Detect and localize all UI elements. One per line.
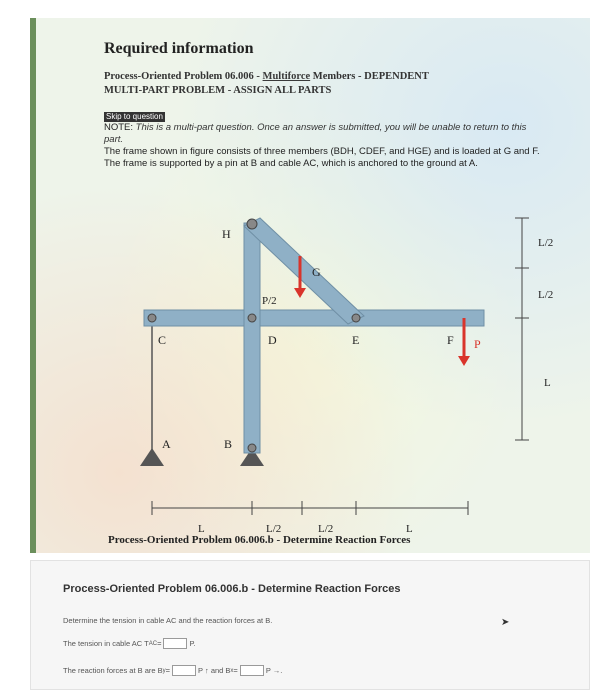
bx-unit: P →. bbox=[265, 666, 283, 675]
label-h: H bbox=[222, 227, 231, 241]
problem-description: The frame shown in figure consists of three members (BDH, CDEF, and HGE) and is loaded at G and F. The frame is supported by a pin at B and cable AC, which is anchored to the ground at A. bbox=[104, 146, 540, 169]
pin-d bbox=[248, 314, 256, 322]
part-title: Process-Oriented Problem 06.006.b - Determine Reaction Forces bbox=[63, 583, 401, 595]
problem-title-suffix: Members - DEPENDENT bbox=[310, 71, 429, 82]
by-eq: = bbox=[165, 666, 171, 675]
bx-input[interactable] bbox=[240, 665, 264, 676]
reaction-row bbox=[63, 665, 286, 676]
problem-title bbox=[104, 70, 429, 98]
problem-title-prefix: Process-Oriented Problem 06.006 - bbox=[104, 71, 263, 82]
dim-right-1: L/2 bbox=[538, 237, 554, 249]
problem-title-line2: MULTI-PART PROBLEM - ASSIGN ALL PARTS bbox=[104, 85, 332, 96]
skip-to-question-link[interactable]: Skip to question bbox=[106, 112, 163, 121]
label-f: F bbox=[447, 333, 454, 347]
label-e: E bbox=[352, 333, 360, 347]
load-p-head bbox=[458, 356, 470, 366]
by-unit: P ↑ and B bbox=[198, 666, 231, 675]
label-g: G bbox=[312, 265, 321, 279]
figure-caption: Process-Oriented Problem 06.006.b - Determine Reaction Forces bbox=[108, 534, 411, 546]
member-bdh bbox=[244, 223, 260, 453]
pin-e bbox=[352, 314, 360, 322]
tension-sub: AC bbox=[148, 640, 158, 647]
dim-bottom-1: L bbox=[198, 523, 205, 535]
reaction-label: The reaction forces at B are B bbox=[63, 666, 163, 675]
pin-h bbox=[247, 219, 257, 229]
bx-sub: x bbox=[230, 667, 234, 674]
label-p: P bbox=[474, 337, 481, 351]
multiforce-link[interactable]: Multiforce bbox=[262, 71, 311, 82]
member-hge bbox=[244, 218, 364, 324]
by-sub: y bbox=[162, 667, 166, 674]
part-instructions: Determine the tension in cable AC and the reaction forces at B. bbox=[63, 616, 273, 625]
dim-bottom-3: L/2 bbox=[318, 523, 334, 535]
label-d: D bbox=[268, 333, 277, 347]
problem-card bbox=[30, 18, 590, 553]
dim-right-2: L/2 bbox=[538, 289, 554, 301]
note-italic: This is a multi-part question. Once an answer is submitted, you will be unable to return to this part. bbox=[104, 122, 527, 145]
pin-c bbox=[148, 314, 156, 322]
label-p2: P/2 bbox=[262, 295, 277, 307]
load-p2-head bbox=[294, 288, 306, 298]
frame-figure bbox=[72, 178, 562, 548]
cursor-icon: ➤ bbox=[501, 617, 510, 628]
tension-label: The tension in cable AC T bbox=[63, 639, 149, 648]
note-block bbox=[104, 122, 544, 170]
tension-eq: = bbox=[157, 639, 162, 648]
dim-right-3: L bbox=[544, 377, 551, 389]
tension-unit: P. bbox=[189, 639, 196, 648]
label-c: C bbox=[158, 333, 167, 347]
label-b: B bbox=[224, 437, 233, 451]
by-input[interactable] bbox=[172, 665, 196, 676]
label-a: A bbox=[162, 437, 171, 451]
dim-bottom-2: L/2 bbox=[266, 523, 282, 535]
question-card bbox=[30, 560, 590, 690]
support-a-icon bbox=[140, 448, 164, 466]
tension-input[interactable] bbox=[163, 638, 187, 649]
pin-b bbox=[248, 444, 256, 452]
member-cdef bbox=[144, 310, 484, 326]
note-label: NOTE: bbox=[104, 122, 136, 133]
tension-row bbox=[63, 638, 200, 649]
dim-bottom-4: L bbox=[406, 523, 413, 535]
bx-eq: = bbox=[233, 666, 238, 675]
required-info-title: Required information bbox=[104, 40, 254, 57]
